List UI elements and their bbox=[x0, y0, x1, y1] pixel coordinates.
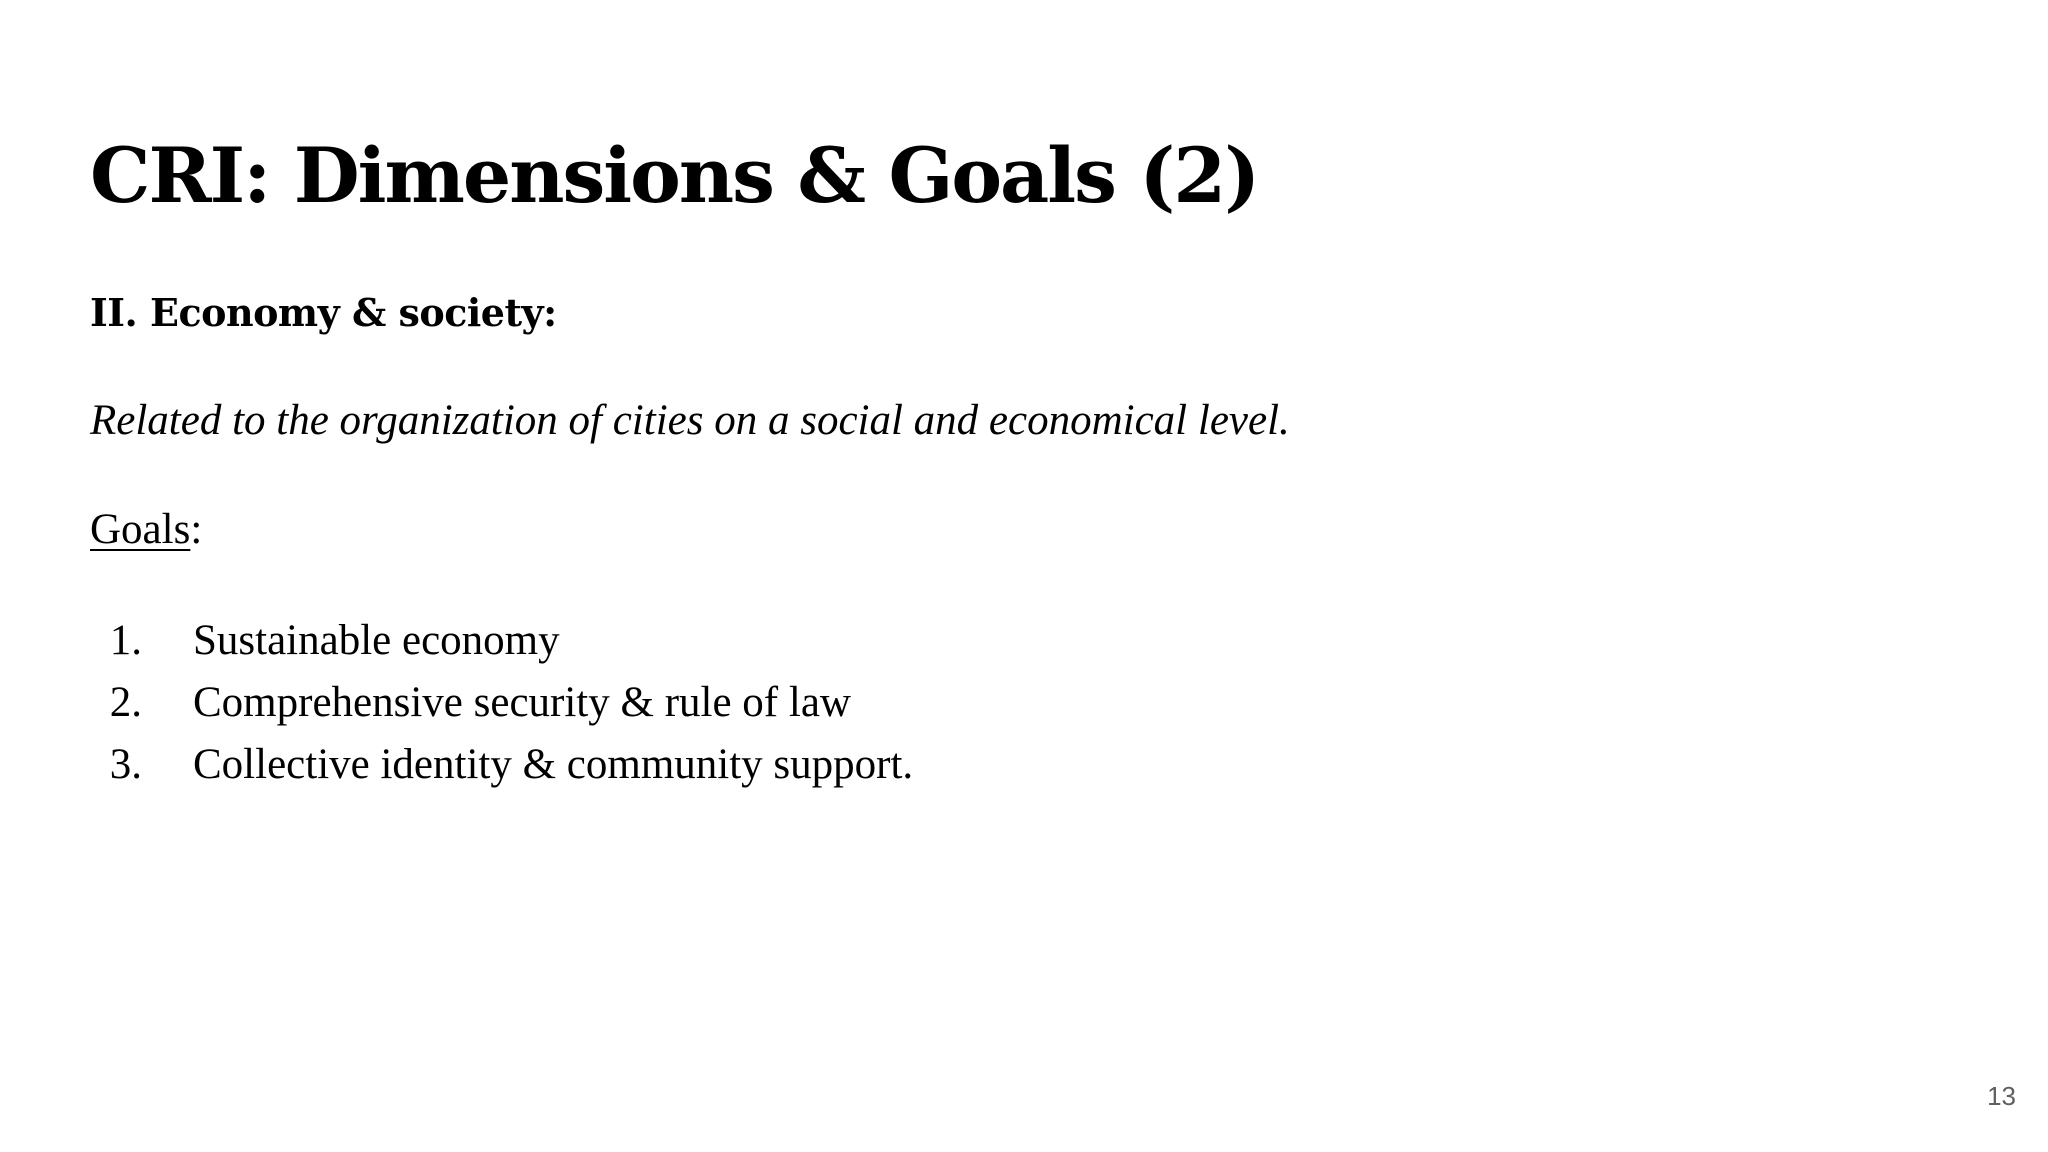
goals-label-text: Goals bbox=[90, 506, 191, 553]
goal-number: 2. bbox=[109, 679, 142, 726]
section-heading: II. Economy & society: bbox=[90, 290, 557, 335]
goal-text: Collective identity & community support. bbox=[193, 741, 914, 788]
goal-number: 1. bbox=[109, 617, 142, 664]
goal-number: 3. bbox=[109, 741, 142, 788]
goal-text: Comprehensive security & rule of law bbox=[193, 679, 851, 726]
goal-text: Sustainable economy bbox=[193, 617, 560, 664]
section-description: Related to the organization of cities on a social and economical level. bbox=[90, 397, 1290, 444]
goals-label bbox=[90, 502, 202, 558]
goals-label-colon: : bbox=[190, 506, 203, 553]
page-number: 13 bbox=[1987, 1081, 2016, 1111]
slide-title: CRI: Dimensions & Goals (2) bbox=[90, 131, 1259, 220]
